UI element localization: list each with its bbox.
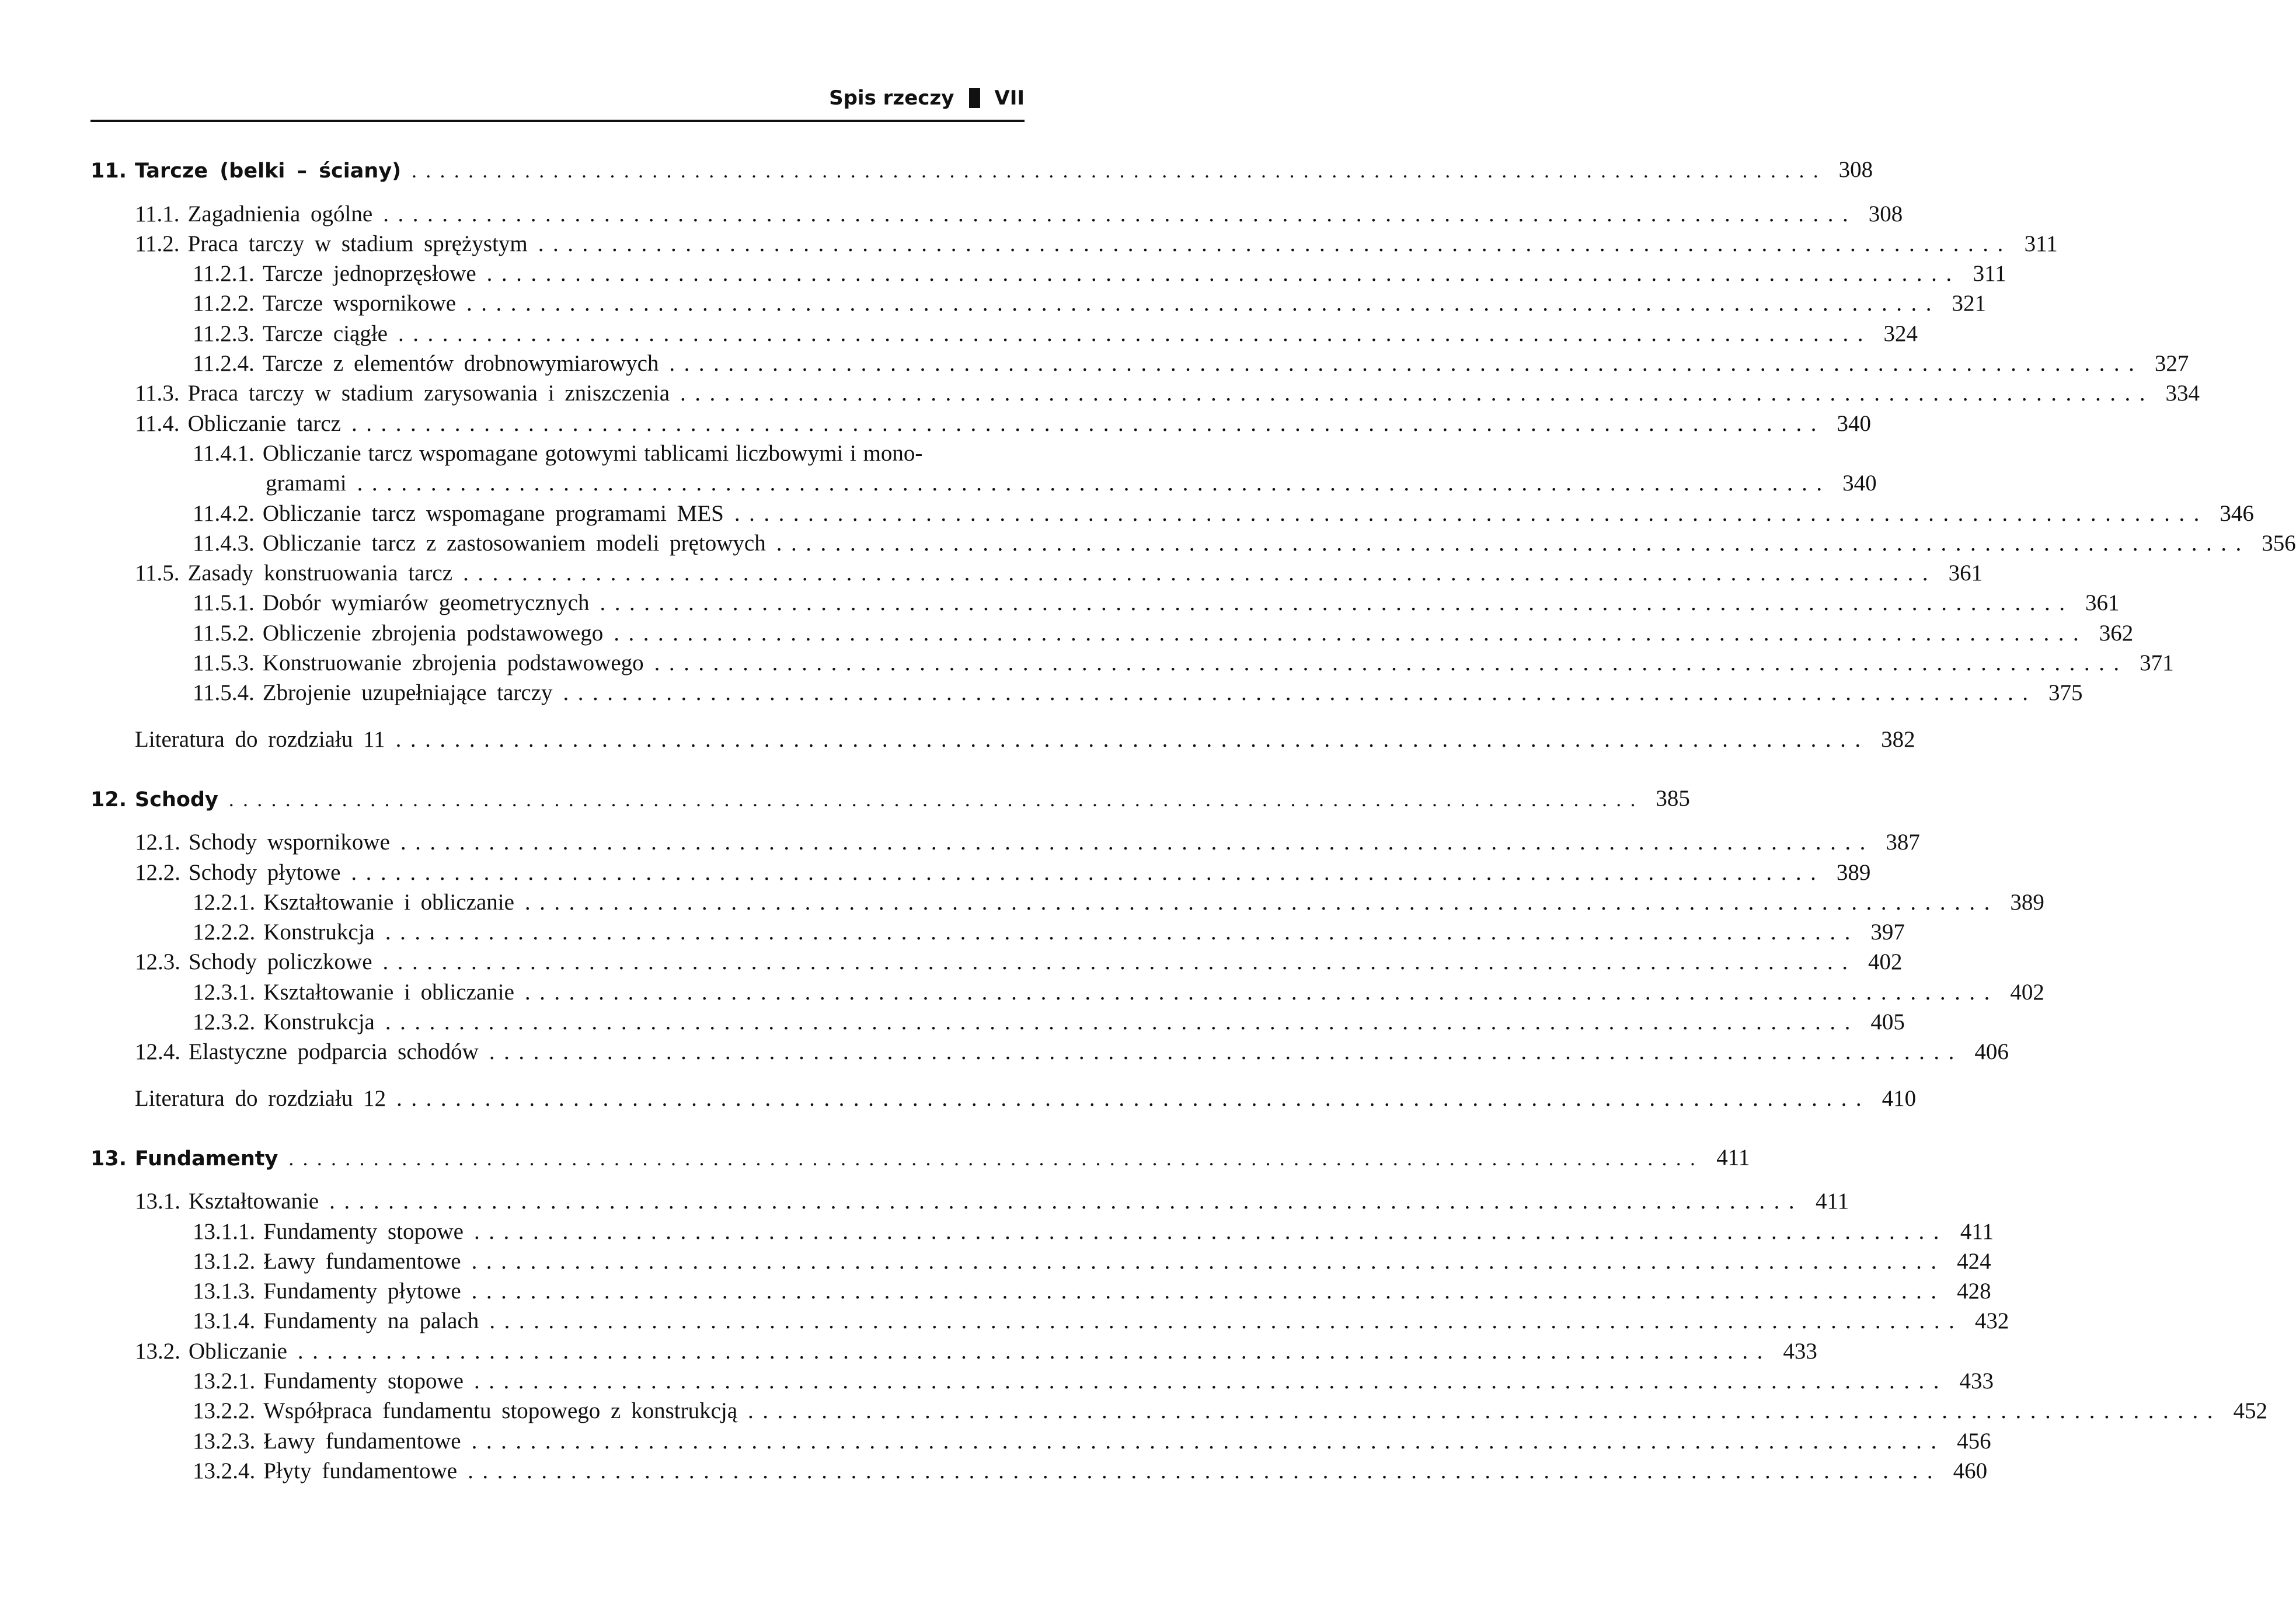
toc-page: 411 xyxy=(1716,1144,1750,1170)
toc-page: 340 xyxy=(1837,410,1871,436)
toc-entry-13-1 xyxy=(90,1185,1849,1214)
toc-page: 397 xyxy=(1870,920,1905,945)
dot-leader: .................................................................................................... xyxy=(383,201,1858,227)
dot-leader: .................................................................................................... xyxy=(385,920,1859,945)
toc-title: Obliczenie zbrojenia podstawowego xyxy=(262,620,604,646)
toc-entry-12-2 xyxy=(90,855,1871,885)
toc-entry-11-5 xyxy=(90,556,1983,586)
header-rule xyxy=(90,120,1025,122)
dot-leader: .................................................................................................... xyxy=(524,889,1999,915)
toc-page: 402 xyxy=(1868,949,1903,975)
toc-entry-13-2-2 xyxy=(90,1394,2268,1424)
dot-leader: .................................................................................................... xyxy=(669,351,2144,377)
toc-title: Płyty fundamentowe xyxy=(263,1458,458,1483)
toc-entry-13-2 xyxy=(90,1334,1817,1364)
toc-number: 11.2. xyxy=(135,231,180,256)
toc-page: 361 xyxy=(1948,560,1983,586)
toc-number: 11.5.3. xyxy=(193,650,255,676)
toc-title: Konstrukcja xyxy=(263,920,375,945)
toc-title: Fundamenty stopowe xyxy=(263,1368,464,1394)
toc-page: 334 xyxy=(2165,381,2200,406)
toc-number: 13.1.1. xyxy=(193,1218,256,1244)
dot-leader: .................................................................................................... xyxy=(748,1398,2222,1424)
dot-leader: .................................................................................................... xyxy=(654,650,2128,676)
toc-number: 11.4.3. xyxy=(193,530,255,556)
toc-number: 11.2.2. xyxy=(193,291,255,316)
toc-page: 387 xyxy=(1886,830,1920,855)
toc-entry-13-1-2 xyxy=(90,1245,1991,1274)
dot-leader: .................................................................................................... xyxy=(385,1009,1859,1035)
toc-page: 389 xyxy=(2010,889,2044,915)
toc-literature-12 xyxy=(90,1081,1917,1111)
toc-number: 12.3.2. xyxy=(193,1009,256,1035)
dot-leader: .................................................................................................... xyxy=(357,471,1831,496)
toc-title: Kształtowanie i obliczanie xyxy=(263,889,514,915)
toc-number: 13.2.2. xyxy=(193,1398,256,1424)
toc-number: 13. xyxy=(90,1147,127,1171)
toc-number: 12.1. xyxy=(135,830,180,855)
toc-chapter-13 xyxy=(90,1141,1750,1171)
toc-title: Obliczanie tarcz z zastosowaniem modeli prętowych xyxy=(262,530,766,556)
toc-page: 433 xyxy=(1783,1338,1817,1364)
dot-leader: .................................................................................................... xyxy=(396,1085,1871,1111)
toc-number: 11.4.2. xyxy=(193,500,255,526)
toc-number: 13.2.4. xyxy=(193,1458,256,1483)
toc-entry-12-3-1 xyxy=(90,975,2044,1005)
toc-page: 362 xyxy=(2099,620,2134,646)
dot-leader: .................................................................................................... xyxy=(734,500,2208,526)
dot-leader: .................................................................................................... xyxy=(398,321,1872,346)
toc-title: Tarcze jednoprzęsłowe xyxy=(262,261,476,287)
toc-page: 433 xyxy=(1959,1368,1994,1394)
toc-title: Zasady konstruowania tarcz xyxy=(187,560,453,586)
toc-number: 13.1.2. xyxy=(193,1248,256,1274)
toc-page: 452 xyxy=(2233,1398,2268,1424)
toc-page: 346 xyxy=(2220,500,2254,526)
dot-leader: .................................................................................................... xyxy=(471,1279,1946,1304)
toc-number: 11.3. xyxy=(135,381,180,406)
dot-leader: .................................................................................................... xyxy=(600,590,2074,616)
toc-entry-11-5-3 xyxy=(90,646,2174,676)
dot-leader: .................................................................................................... xyxy=(468,1458,1942,1483)
toc-title: Dobór wymiarów geometrycznych xyxy=(262,590,590,616)
dot-leader: .................................................................................................... xyxy=(382,949,1857,975)
toc-number: 12.3. xyxy=(135,949,180,975)
toc-number: 11.2.3. xyxy=(193,321,255,346)
toc-number: 11. xyxy=(90,159,127,183)
dot-leader: .................................................................................................... xyxy=(776,530,2250,556)
toc-number: 11.2.4. xyxy=(193,351,255,377)
dot-leader: .................................................................................................... xyxy=(412,159,1828,183)
toc-title-line1: Obliczanie tarcz wspomagane gotowymi tablicami liczbowymi i mono- xyxy=(262,440,923,466)
toc-number: 12.2.1. xyxy=(193,889,256,915)
page-number: VII xyxy=(994,86,1025,110)
toc-title: Ławy fundamentowe xyxy=(263,1248,461,1274)
dot-leader: .................................................................................................... xyxy=(395,726,1870,752)
toc-title: Obliczanie tarcz xyxy=(187,410,341,436)
toc-page: 389 xyxy=(1836,859,1871,885)
toc-page: 311 xyxy=(1973,261,2006,287)
toc-page: 460 xyxy=(1953,1458,1988,1483)
toc-number: 11.5. xyxy=(135,560,180,586)
toc-title: Schody policzkowe xyxy=(189,949,372,975)
toc-page: 411 xyxy=(1816,1189,1849,1214)
dot-leader: .................................................................................................... xyxy=(489,1039,1963,1065)
toc-entry-11-1 xyxy=(90,197,1903,227)
dot-leader: .................................................................................................... xyxy=(471,1428,1946,1454)
toc-title: Literatura do rozdziału 12 xyxy=(135,1085,386,1111)
toc-title: Konstrukcja xyxy=(263,1009,375,1035)
toc-entry-13-1-4 xyxy=(90,1304,2009,1334)
toc-page: 456 xyxy=(1957,1428,1991,1454)
toc-page: 402 xyxy=(2010,979,2044,1005)
toc-chapter-12 xyxy=(90,782,1690,812)
toc-title: Literatura do rozdziału 11 xyxy=(135,726,385,752)
toc-entry-11-4-1 xyxy=(90,437,1877,497)
dot-leader: .................................................................................................... xyxy=(473,1218,1948,1244)
toc-page: 340 xyxy=(1842,471,1877,496)
dot-leader: .................................................................................................... xyxy=(563,680,2037,706)
dot-leader: .................................................................................................... xyxy=(524,979,1999,1005)
toc-page: 406 xyxy=(1974,1039,2009,1065)
dot-leader: .................................................................................................... xyxy=(288,1147,1705,1170)
toc-number: 12. xyxy=(90,788,127,812)
toc-entry-13-2-1 xyxy=(90,1364,1994,1394)
toc-number: 13.1.3. xyxy=(193,1279,256,1304)
toc-page: 411 xyxy=(1960,1218,1994,1244)
toc-entry-13-1-1 xyxy=(90,1214,1994,1244)
toc-entry-12-3 xyxy=(90,945,1903,975)
toc-number: 11.4. xyxy=(135,410,180,436)
toc-number: 12.2.2. xyxy=(193,920,256,945)
toc-title-line2: gramami xyxy=(266,471,347,496)
dot-leader: .................................................................................................... xyxy=(466,291,1941,316)
dot-leader: .................................................................................................... xyxy=(471,1248,1946,1274)
toc-page: 308 xyxy=(1868,201,1903,227)
toc-entry-11-2 xyxy=(90,227,2058,257)
dot-leader: .................................................................................................... xyxy=(614,620,2088,646)
toc-title: Ławy fundamentowe xyxy=(263,1428,461,1454)
toc-title: Tarcze ciągłe xyxy=(262,321,388,346)
toc-entry-11-5-4 xyxy=(90,676,2083,706)
toc-title: Praca tarczy w stadium sprężystym xyxy=(187,231,528,256)
toc-page: 308 xyxy=(1838,157,1873,183)
toc-entry-11-4-2 xyxy=(90,496,2254,526)
toc-page: 428 xyxy=(1957,1279,1991,1304)
toc-title: Kształtowanie i obliczanie xyxy=(263,979,514,1005)
toc-page: 311 xyxy=(2024,231,2058,256)
toc-number: 13.2. xyxy=(135,1338,180,1364)
toc-title: Obliczanie xyxy=(189,1338,287,1364)
toc-entry-11-5-1 xyxy=(90,586,2120,616)
dot-leader: .................................................................................................... xyxy=(351,859,1825,885)
dot-leader: .................................................................................................... xyxy=(538,231,2012,256)
toc-page: 410 xyxy=(1882,1085,1917,1111)
toc-number: 11.4.1. xyxy=(193,440,255,466)
toc-title: Fundamenty na palach xyxy=(263,1308,479,1334)
toc-title: Zagadnienia ogólne xyxy=(187,201,373,227)
toc-number: 11.5.2. xyxy=(193,620,255,646)
toc-title: Konstruowanie zbrojenia podstawowego xyxy=(262,650,644,676)
toc-title: Obliczanie tarcz wspomagane programami MES xyxy=(262,500,724,526)
toc-page: 424 xyxy=(1957,1248,1991,1274)
toc-entry-11-2-1 xyxy=(90,257,2006,287)
dot-leader: .................................................................................................... xyxy=(228,788,1645,811)
toc-title: Praca tarczy w stadium zarysowania i zniszczenia xyxy=(187,381,670,406)
toc-entry-11-2-4 xyxy=(90,347,2189,377)
toc-title: Schody xyxy=(135,788,218,812)
toc-entry-12-2-1 xyxy=(90,886,2044,915)
toc-title: Współpraca fundamentu stopowego z konstrukcją xyxy=(263,1398,738,1424)
running-head xyxy=(88,82,1025,114)
toc-page: 371 xyxy=(2140,650,2174,676)
dot-leader: .................................................................................................... xyxy=(486,261,1961,287)
toc-page: 375 xyxy=(2048,680,2083,706)
toc-number: 11.5.4. xyxy=(193,680,255,706)
dot-leader: .................................................................................................... xyxy=(489,1308,1964,1334)
dot-leader: .................................................................................................... xyxy=(400,830,1875,855)
toc-chapter-11 xyxy=(90,153,1873,183)
section-title: Spis rzeczy xyxy=(829,86,954,110)
toc-page: 382 xyxy=(1881,726,1915,752)
square-marker-icon xyxy=(969,88,980,108)
dot-leader: .................................................................................................... xyxy=(463,560,1938,586)
toc-number: 11.5.1. xyxy=(193,590,255,616)
toc-number: 12.4. xyxy=(135,1039,180,1065)
toc-entry-11-3 xyxy=(90,377,2200,406)
toc-entry-12-4 xyxy=(90,1035,2009,1065)
toc-number: 13.1. xyxy=(135,1189,180,1214)
toc-page: 385 xyxy=(1656,785,1690,811)
toc-entry-12-3-2 xyxy=(90,1005,1905,1035)
toc-page: 327 xyxy=(2154,351,2189,377)
toc-title: Fundamenty stopowe xyxy=(263,1218,464,1244)
toc-title: Zbrojenie uzupełniające tarczy xyxy=(262,680,553,706)
toc-entry-11-2-3 xyxy=(90,316,1918,346)
toc-title: Tarcze wspornikowe xyxy=(262,291,457,316)
toc-title: Elastyczne podparcia schodów xyxy=(189,1039,479,1065)
toc-title: Tarcze (belki – ściany) xyxy=(135,159,402,183)
toc-page: 356 xyxy=(2262,530,2296,556)
table-of-contents xyxy=(90,153,2296,1484)
toc-title: Schody wspornikowe xyxy=(189,830,390,855)
dot-leader: .................................................................................................... xyxy=(680,381,2155,406)
toc-number: 12.3.1. xyxy=(193,979,256,1005)
toc-title: Fundamenty xyxy=(135,1147,278,1171)
toc-title: Tarcze z elementów drobnowymiarowych xyxy=(262,351,659,377)
dot-leader: .................................................................................................... xyxy=(297,1338,1772,1364)
dot-leader: .................................................................................................... xyxy=(473,1368,1948,1394)
toc-page: 324 xyxy=(1883,321,1918,346)
toc-number: 11.1. xyxy=(135,201,180,227)
toc-number: 13.2.3. xyxy=(193,1428,256,1454)
toc-number: 11.2.1. xyxy=(193,261,255,287)
toc-literature-11 xyxy=(90,722,1915,752)
toc-number: 13.1.4. xyxy=(193,1308,256,1334)
toc-entry-13-1-3 xyxy=(90,1274,1991,1304)
dot-leader: .................................................................................................... xyxy=(329,1189,1804,1214)
toc-entry-11-4-3 xyxy=(90,527,2296,556)
toc-entry-13-2-3 xyxy=(90,1424,1991,1454)
toc-number: 12.2. xyxy=(135,859,180,885)
dot-leader: .................................................................................................... xyxy=(351,410,1825,436)
toc-page: 321 xyxy=(1952,291,1987,316)
toc-page: 405 xyxy=(1870,1009,1905,1035)
toc-number: 13.2.1. xyxy=(193,1368,256,1394)
toc-entry-13-2-4 xyxy=(90,1454,1988,1484)
toc-title: Schody płytowe xyxy=(189,859,341,885)
toc-entry-12-1 xyxy=(90,826,1920,855)
toc-entry-11-5-2 xyxy=(90,616,2134,646)
toc-entry-12-2-2 xyxy=(90,915,1905,945)
toc-title: Fundamenty płytowe xyxy=(263,1279,461,1304)
toc-entry-11-2-2 xyxy=(90,287,1987,316)
toc-title: Kształtowanie xyxy=(189,1189,319,1214)
toc-page: 432 xyxy=(1974,1308,2009,1334)
toc-page: 361 xyxy=(2085,590,2120,616)
toc-entry-11-4 xyxy=(90,406,1871,436)
